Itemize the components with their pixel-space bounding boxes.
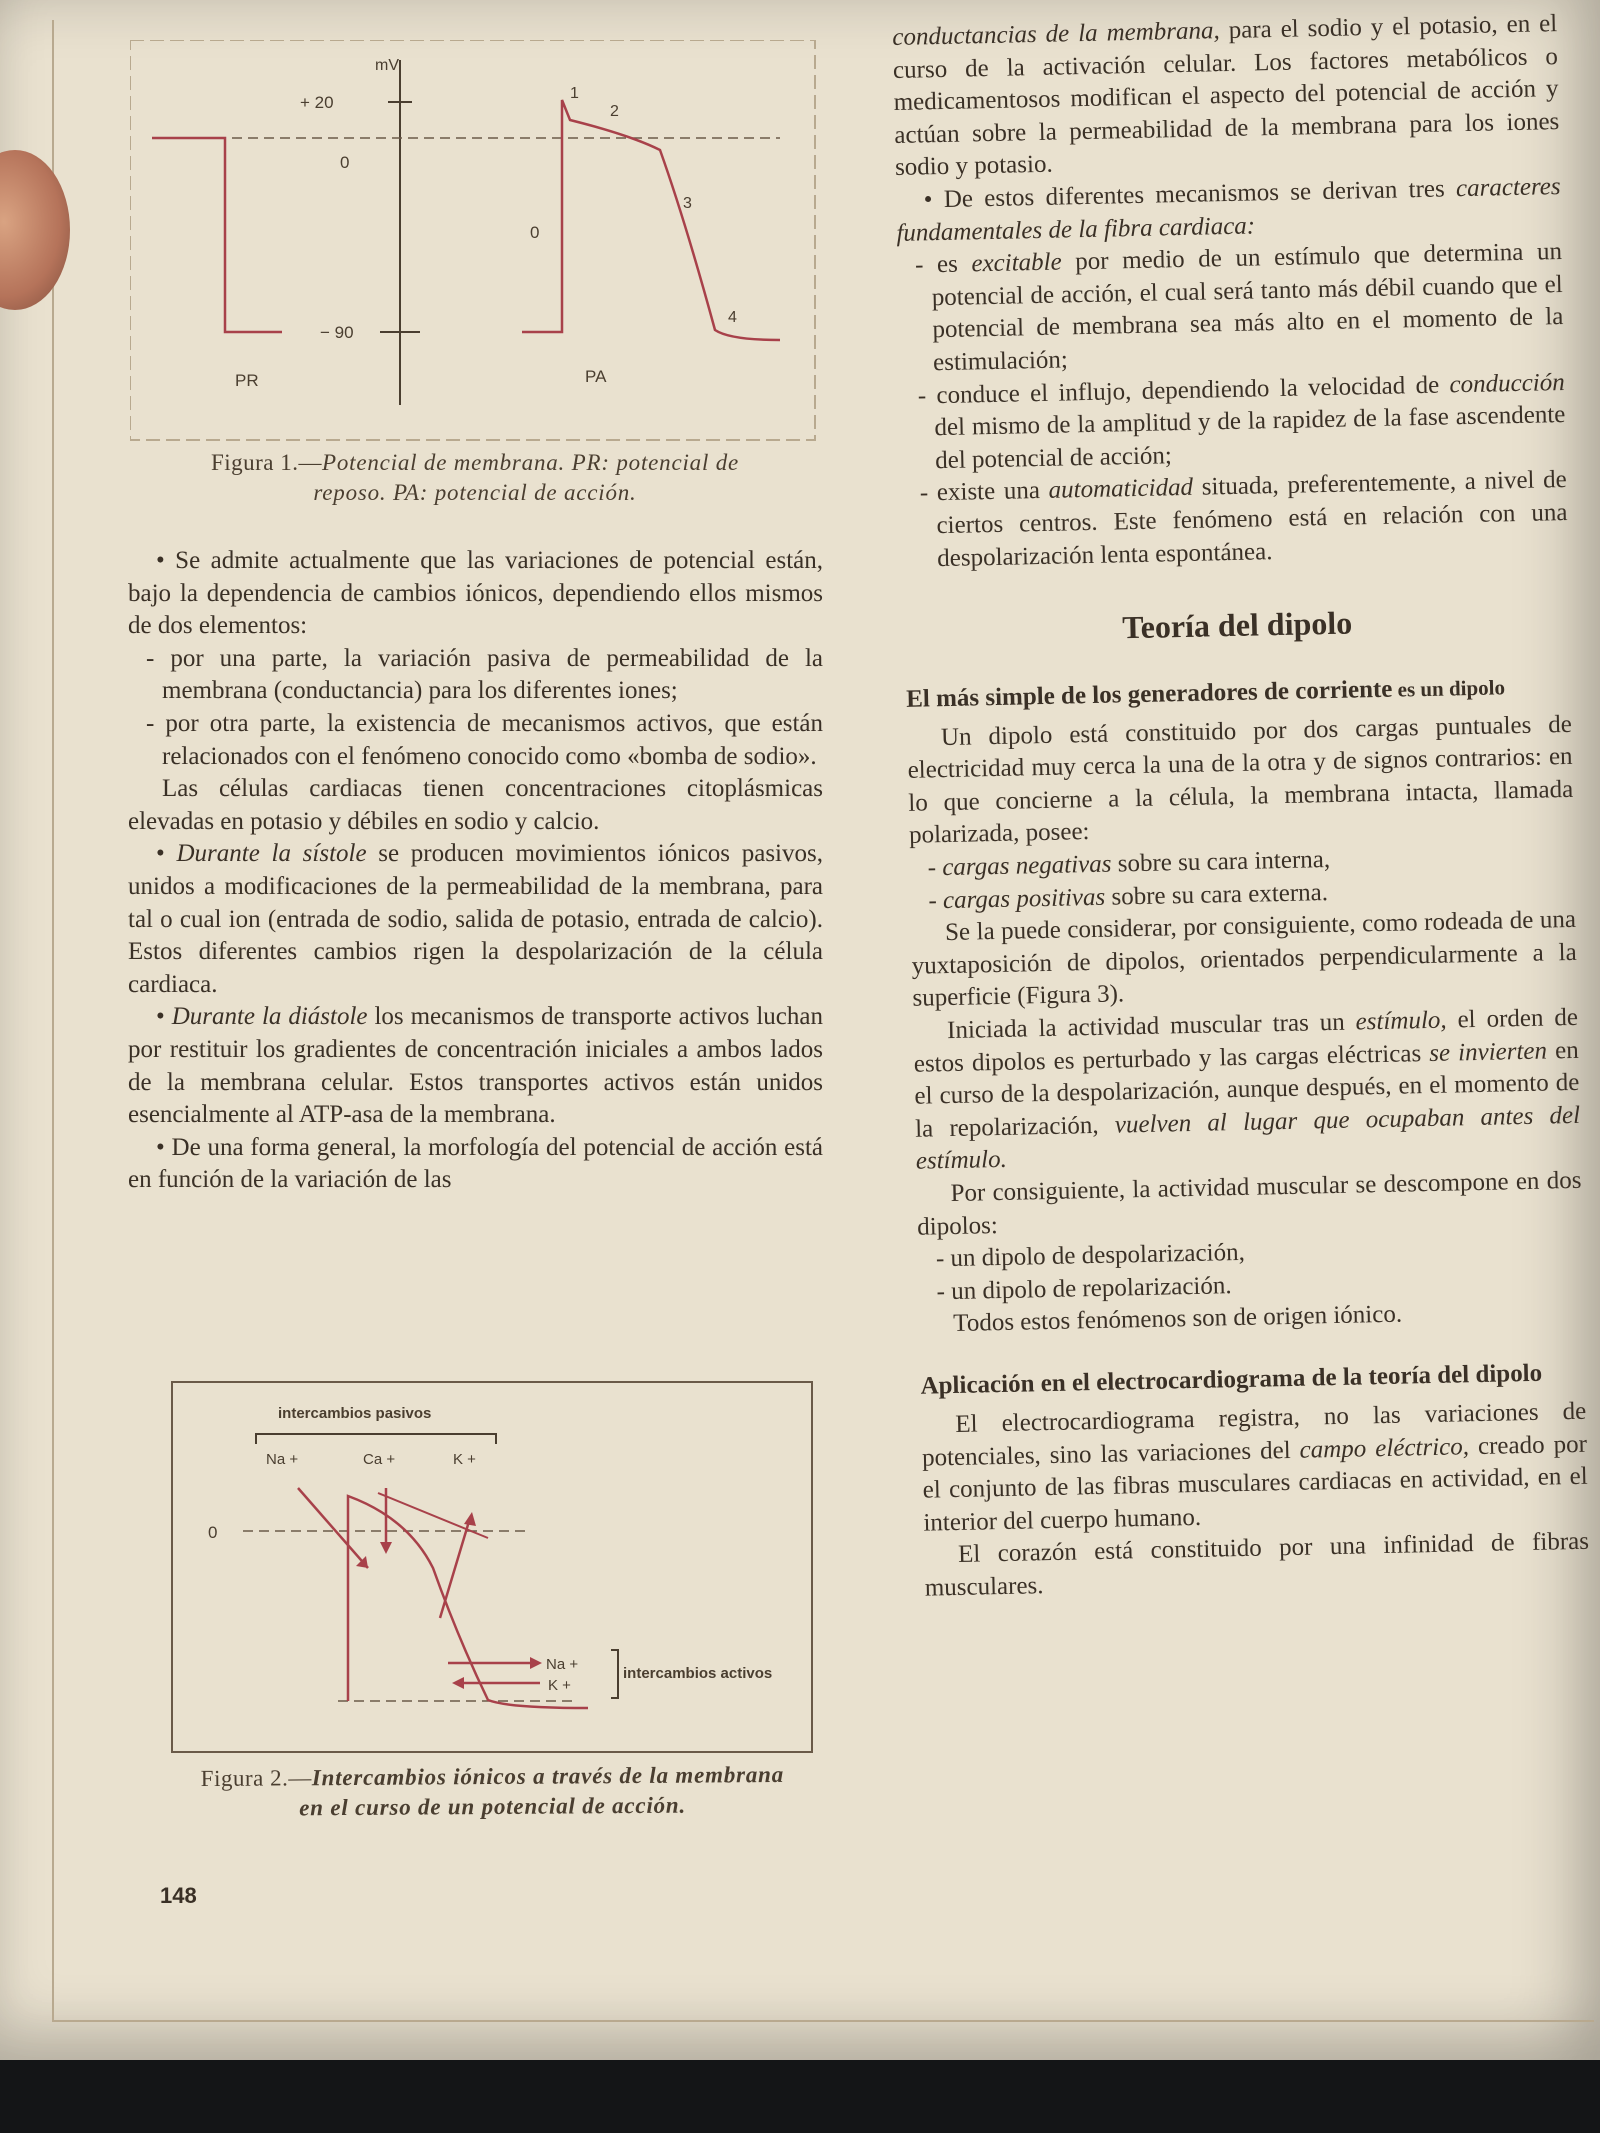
automaticidad-prefix: - existe una — [919, 477, 1049, 507]
label-zero-left: 0 — [340, 153, 350, 172]
diastole-emphasis: Durante la diástole — [171, 1003, 368, 1031]
item-dipolo-repolarizacion: - un dipolo de repolarización. — [936, 1271, 1232, 1306]
figure-1-svg — [130, 40, 820, 445]
excitable-emphasis: excitable — [971, 248, 1062, 278]
label-phase-2: 2 — [610, 103, 619, 120]
subheading-generadores-tail: es un dipolo — [1392, 674, 1506, 702]
arrow-k-active-head — [452, 1677, 464, 1689]
paragraph-yuxtaposicion: Se la puede considerar, por consiguiente, como rodeada de una yuxtaposición de dipolos, orientados perpendicularmente a la superficie (Figura 3). — [911, 906, 1577, 1013]
paragraph-variaciones: • Se admite actualmente que las variaciones de potencial están, bajo la dependencia de cambios iónicos, dependiendo ellos mismos de dos elementos: — [128, 547, 823, 640]
figure-2-caption-prefix: Figura 2.— — [200, 1765, 312, 1792]
item-excitable — [897, 236, 1565, 380]
pr-trace — [152, 138, 282, 332]
paragraph-conductancias — [892, 8, 1560, 185]
heading-teoria-dipolo: Teoría del dipolo — [1121, 604, 1353, 646]
label-ca: Ca + — [363, 1451, 396, 1468]
cargas-negativas-prefix: - — [927, 854, 943, 882]
mecanismos-emphasis: caracteres fundamentales de la fibra cardiaca: — [896, 173, 1561, 247]
label-minus90: − 90 — [320, 323, 354, 342]
conduce-text: del mismo de la amplitud y de la rapidez de la fase ascendente del potencial de acción; — [934, 401, 1566, 474]
item-automaticidad — [902, 464, 1569, 576]
label-intercambios-activos: intercambios activos — [623, 1665, 773, 1682]
sistole-emphasis: Durante la sístole — [176, 840, 367, 868]
figure-2-frame — [172, 1382, 812, 1752]
label-phase-1: 1 — [570, 85, 579, 102]
label-zero-right: 0 — [530, 223, 540, 242]
cargas-positivas-prefix: - — [928, 886, 944, 915]
excitable-text: por medio de un estímulo que determina un potencial de acción, el cual será tanto más débil cuando que el potencial de membrana sea más alto en el momento de la estimulación; — [931, 238, 1564, 377]
actividad-text-3: en el curso de la despolarización, aunque después, en el momento de la repolarización, — [914, 1036, 1580, 1143]
automaticidad-text: situada, preferentemente, a nivel de ciertos centros. Este fenómeno está en relación con una despolarización lenta espontánea. — [936, 466, 1568, 572]
item-mecanismos-activos: - por otra parte, la existencia de mecanismos activos, que están relacionados con el fenómeno conocido como «bomba de sodio». — [146, 709, 823, 770]
estimulo-emphasis: estímulo, — [1355, 1006, 1447, 1036]
invierten-emphasis: se invierten — [1428, 1037, 1548, 1067]
cargas-positivas-text: sobre su cara externa. — [1104, 878, 1329, 911]
arrow-na-active-head — [530, 1657, 542, 1669]
excitable-prefix: - es — [914, 250, 972, 279]
sistole-text: se producen movimientos iónicos pasivos, unidos a modificaciones de la permeabilidad de la membrana, para tal o cual ion (entrada de sodio, salida de potasio, entrada de calcio). Estos diferentes cambios rigen la despolarización de la célula cardiaca. — [128, 840, 823, 998]
actividad-text-1: Iniciada la actividad muscular tras un — [946, 1008, 1356, 1045]
cargas-negativas-text: sobre su cara interna, — [1111, 846, 1331, 878]
mecanismos-text: • De estos diferentes mecanismos se derivan tres — [923, 175, 1457, 214]
actividad-text-2: el orden de estos dipolos es perturbado y las cargas eléctricas — [913, 1003, 1579, 1078]
label-k-activo: K + — [548, 1677, 571, 1694]
label-plus20: + 20 — [300, 93, 334, 112]
figure-1-membrane-potential — [130, 40, 820, 445]
figure-1-caption-prefix: Figura 1.— — [210, 450, 323, 475]
item-conduce — [900, 367, 1567, 479]
arrow-k-head — [464, 1512, 476, 1526]
paragraph-morfologia: • De una forma general, la morfología del potencial de acción está en función de la variación de las — [128, 1133, 823, 1194]
paragraph-corazon: El corazón está constituido por una infinidad de fibras musculares. — [924, 1528, 1590, 1602]
paragraph-sistole: • Durante la sístole se producen movimientos iónicos pasivos, unidos a modificaciones de la permeabilidad de la membrana, para tal o cual ion (entrada de sodio, salida de potasio, entrada de calcio). Estos diferentes cambios rigen la despolarización de la célula cardiaca. — [128, 840, 823, 998]
conductancias-text: para el sodio y el potasio, en el curso de la activación celular. Los factores metabólicos o medicamentosos modifican el aspecto del potencial de acción y actúan sobre la permeabilidad de la membrana para los iones sodio y potasio. — [892, 10, 1560, 182]
conductancias-emphasis: conductancias de la membrana, — [892, 17, 1221, 51]
figure-1-frame — [130, 40, 815, 440]
bracket-pasivos — [256, 1434, 496, 1444]
automaticidad-emphasis: automaticidad — [1048, 474, 1194, 505]
paragraph-actividad-muscular — [913, 1002, 1581, 1179]
label-intercambios-pasivos: intercambios pasivos — [278, 1405, 432, 1422]
cargas-negativas-emphasis: cargas negativas — [942, 850, 1112, 882]
paragraph-celulas: Las células cardiacas tienen concentraciones citoplásmicas elevadas en potasio y débiles en sodio y calcio. — [128, 775, 823, 835]
label-zero: 0 — [208, 1523, 218, 1542]
diastole-text: los mecanismos de transporte activos luchan por restituir los gradientes de concentración iniciales a ambos lados de la membrana celular. Estos transportes activos están unidos esencialmente al ATP-asa de la membrana. — [128, 1003, 823, 1129]
paragraph-ecg-registra — [921, 1396, 1589, 1540]
campo-electrico-emphasis: campo eléctrico, — [1299, 1432, 1470, 1464]
figure-2-caption-line1: Intercambios iónicos a través de la membrana — [311, 1761, 785, 1791]
subheading-generadores — [906, 671, 1571, 715]
item-dipolo-despolarizacion: - un dipolo de despolarización, — [935, 1239, 1246, 1273]
figure-1-caption-line1: Potencial de membrana. PR: potencial de — [322, 450, 740, 475]
left-column — [128, 545, 823, 1197]
figure-1-caption — [130, 448, 820, 508]
bracket-activos — [611, 1650, 618, 1698]
label-pa: PA — [585, 367, 607, 386]
figure-2-svg — [168, 1378, 818, 1758]
label-na-activo: Na + — [546, 1656, 579, 1673]
figure-2-caption-line2: en el curso de un potencial de acción. — [299, 1792, 687, 1821]
label-phase-4: 4 — [728, 309, 737, 326]
pa-trace — [522, 100, 780, 340]
vuelven-emphasis: vuelven al lugar que ocupaban antes del estímulo. — [915, 1101, 1581, 1176]
figure-2-ionic-exchanges — [168, 1378, 818, 1758]
subheading-generadores-main: El más simple de los generadores de corriente — [905, 675, 1393, 713]
item-variacion-pasiva: - por una parte, la variación pasiva de permeabilidad de la membrana (conductancia) para los diferentes iones; — [146, 644, 823, 705]
arrow-ca-head — [380, 1542, 392, 1554]
paragraph-dos-dipolos: Por consiguiente, la actividad muscular se descompone en dos dipolos: — [916, 1166, 1582, 1241]
subheading-aplicacion-ecg: Aplicación en el electrocardiograma de la teoría del dipolo — [920, 1359, 1543, 1400]
paragraph-origen-ionico: Todos estos fenómenos son de origen iónico. — [952, 1300, 1403, 1338]
paragraph-diastole: • Durante la diástole los mecanismos de transporte activos luchan por restituir los gradientes de concentración iniciales a ambos lados de la membrana celular. Estos transportes activos están unidos esencialmente al ATP-asa de la membrana. — [128, 1003, 823, 1129]
label-pr: PR — [235, 371, 259, 390]
conduccion-emphasis: conducción — [1449, 368, 1565, 398]
conduce-prefix: - conduce el influjo, dependiendo la velocidad de — [917, 370, 1450, 410]
paragraph-dipolo-definicion: Un dipolo está constituido por dos cargas puntuales de electricidad muy cerca la una de la otra y de signos contrarios: en lo que concierne a la célula, la membrana intacta, llamada polarizada, posee: — [907, 710, 1574, 850]
right-column — [892, 8, 1590, 1605]
arrow-k-out — [440, 1518, 470, 1618]
figure-2-caption — [160, 1760, 825, 1825]
ecg-text-2: creado por el conjunto de las fibras musculares cardiacas en actividad, en el interior del cuerpo humano. — [922, 1430, 1588, 1537]
label-mv: mV — [375, 57, 399, 74]
page-number: 148 — [160, 1883, 197, 1908]
figure-1-caption-line2: reposo. PA: potencial de acción. — [313, 480, 637, 505]
ecg-text-1: El electrocardiograma registra, no las variaciones de potenciales, sino las variaciones del — [921, 1397, 1587, 1472]
cargas-positivas-emphasis: cargas positivas — [942, 883, 1106, 914]
label-na: Na + — [266, 1451, 299, 1468]
label-phase-3: 3 — [683, 195, 692, 212]
label-k: K + — [453, 1451, 476, 1468]
